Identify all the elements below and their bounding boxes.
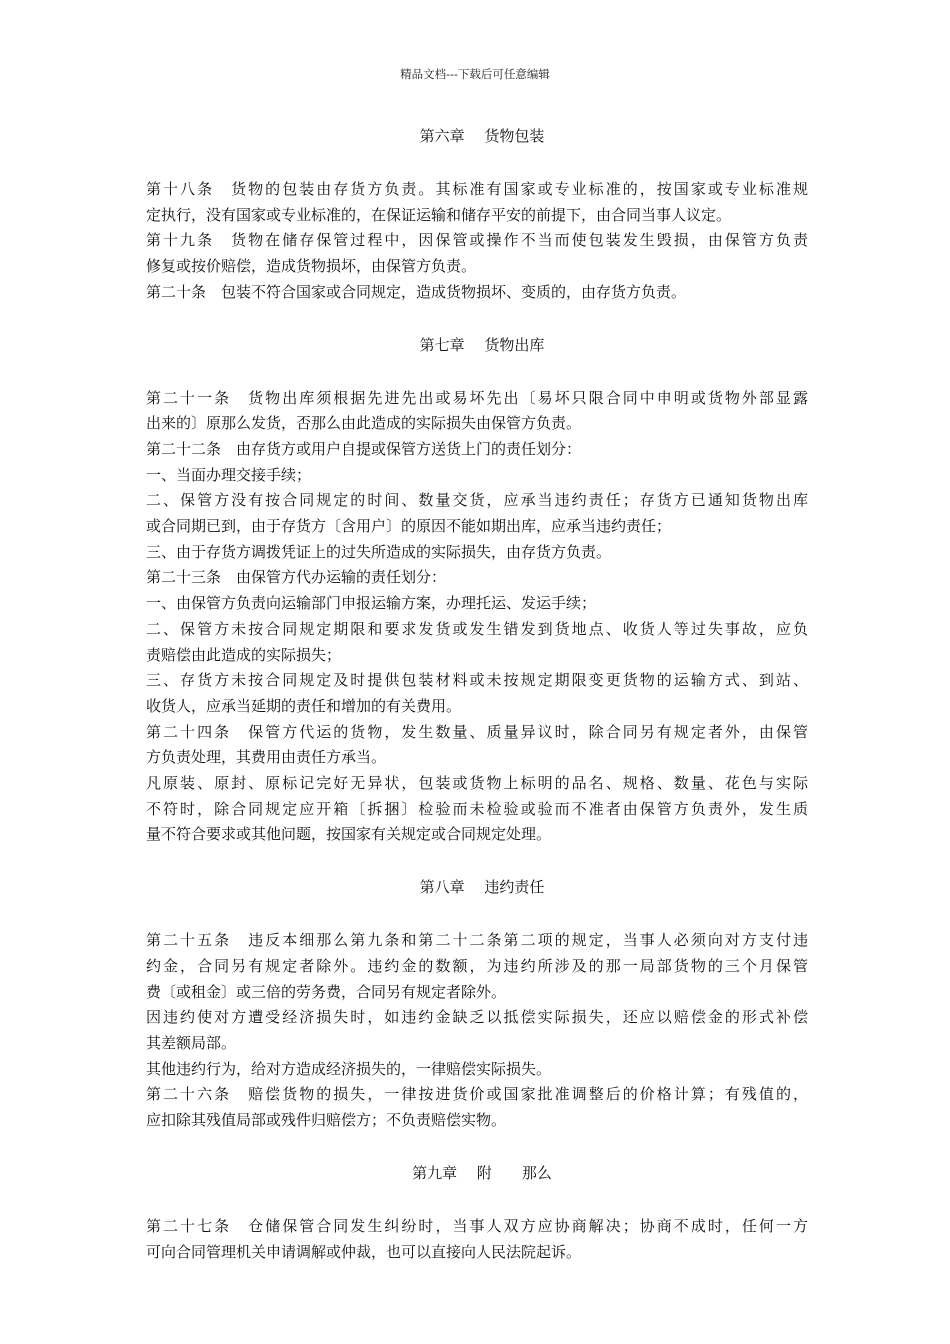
- text-line: 第二十五条 违反本细那么第九条和第二十二条第二项的规定，当事人必须向对方支付违: [146, 931, 808, 950]
- text-line: 第十九条 货物在储存保管过程中，因保管或操作不当而使包装发生毁损，由保管方负责: [146, 231, 808, 250]
- text-line: 应扣除其残值局部或残件归赔偿方；不负责赔偿实物。: [146, 1111, 507, 1130]
- text-line: 因违约使对方遭受经济损失时，如违约金缺乏以抵偿实际损失，还应以赔偿金的形式补偿: [146, 1008, 808, 1027]
- text-line: 第二十三条 由保管方代办运输的责任划分：: [146, 568, 447, 587]
- text-line: 第二十一条 货物出库须根据先进先出或易坏先出〔易坏只限合同中申明或货物外部显露: [146, 388, 808, 407]
- chapter-heading: 第六章 货物包装: [419, 127, 545, 145]
- text-line: 量不符合要求或其他问题，按国家有关规定或合同规定处理。: [146, 825, 552, 844]
- text-line: 定执行，没有国家或专业标准的，在保证运输和储存平安的前提下，由合同当事人议定。: [146, 205, 732, 224]
- text-line: 方负责处理，其费用由责任方承当。: [146, 748, 387, 767]
- text-line: 责赔偿由此造成的实际损失；: [146, 645, 342, 664]
- text-line: 其他违约行为，给对方造成经济损失的，一律赔偿实际损失。: [146, 1059, 552, 1078]
- text-line: 一、当面办理交接手续；: [146, 465, 312, 484]
- text-line: 修复或按价赔偿，造成货物损坏，由保管方负责。: [146, 257, 477, 276]
- text-line: 三、存货方未按合同规定及时提供包装材料或未按规定期限变更货物的运输方式、到站、: [146, 671, 808, 690]
- text-line: 出来的〕原那么发货，否那么由此造成的实际损失由保管方负责。: [146, 414, 582, 433]
- chapter-heading: 第九章 附 那么: [412, 1163, 552, 1182]
- text-line: 约金，合同另有规定者除外。违约金的数额，为违约所涉及的那一局部货物的三个月保管: [146, 956, 808, 975]
- text-line: 费〔或租金〕或三倍的劳务费，合同另有规定者除外。: [146, 982, 507, 1001]
- text-line: 收货人，应承当延期的责任和增加的有关费用。: [146, 696, 462, 715]
- page-header: 精品文档---下载后可任意编辑: [400, 67, 550, 81]
- article-block: [146, 1214, 808, 1265]
- text-line: 二、保管方没有按合同规定的时间、数量交货，应承当违约责任；存货方已通知货物出库: [146, 491, 808, 510]
- document-body: [146, 124, 808, 1292]
- text-line: 或合同期已到，由于存货方〔含用户〕的原因不能如期出库，应承当违约责任；: [146, 517, 672, 536]
- text-line: 第二十六条 赔偿货物的损失，一律按进货价或国家批准调整后的价格计算；有残值的，: [146, 1085, 808, 1104]
- text-line: 凡原装、原封、原标记完好无异状，包装或货物上标明的品名、规格、数量、花色与实际: [146, 774, 808, 793]
- text-line: 第二十四条 保管方代运的货物，发生数量、质量异议时，除合同另有规定者外，由保管: [146, 722, 808, 741]
- text-line: 其差额局部。: [146, 1033, 237, 1052]
- chapter-heading: 第七章 货物出库: [419, 335, 545, 354]
- text-line: 不符时，除合同规定应开箱〔拆捆〕检验而未检验或验而不准者由保管方负责外，发生质: [146, 799, 808, 818]
- text-line: 第二十条 包装不符合国家或合同规定，造成货物损坏、变质的，由存货方负责。: [146, 282, 687, 301]
- article-block: [146, 177, 808, 306]
- chapter-heading: 第八章 违约责任: [419, 878, 545, 897]
- text-line: 第十八条 货物的包装由存货方负责。其标准有国家或专业标准的，按国家或专业标准规: [146, 180, 808, 198]
- text-line: 三、由于存货方调拨凭证上的过失所造成的实际损失，由存货方负责。: [146, 542, 612, 561]
- text-line: 一、由保管方负责向运输部门申报运输方案，办理托运、发运手续；: [146, 594, 597, 613]
- text-line: 可向合同管理机关申请调解或仲裁，也可以直接向人民法院起诉。: [146, 1242, 582, 1261]
- article-block: [146, 386, 808, 849]
- text-line: 第二十七条 仓储保管合同发生纠纷时，当事人双方应协商解决；协商不成时，任何一方: [146, 1216, 808, 1235]
- text-line: 二、保管方未按合同规定期限和要求发货或发生错发到货地点、收货人等过失事故，应负: [146, 619, 808, 638]
- article-block: [146, 928, 808, 1134]
- text-line: 第二十二条 由存货方或用户自提或保管方送货上门的责任划分：: [146, 439, 582, 458]
